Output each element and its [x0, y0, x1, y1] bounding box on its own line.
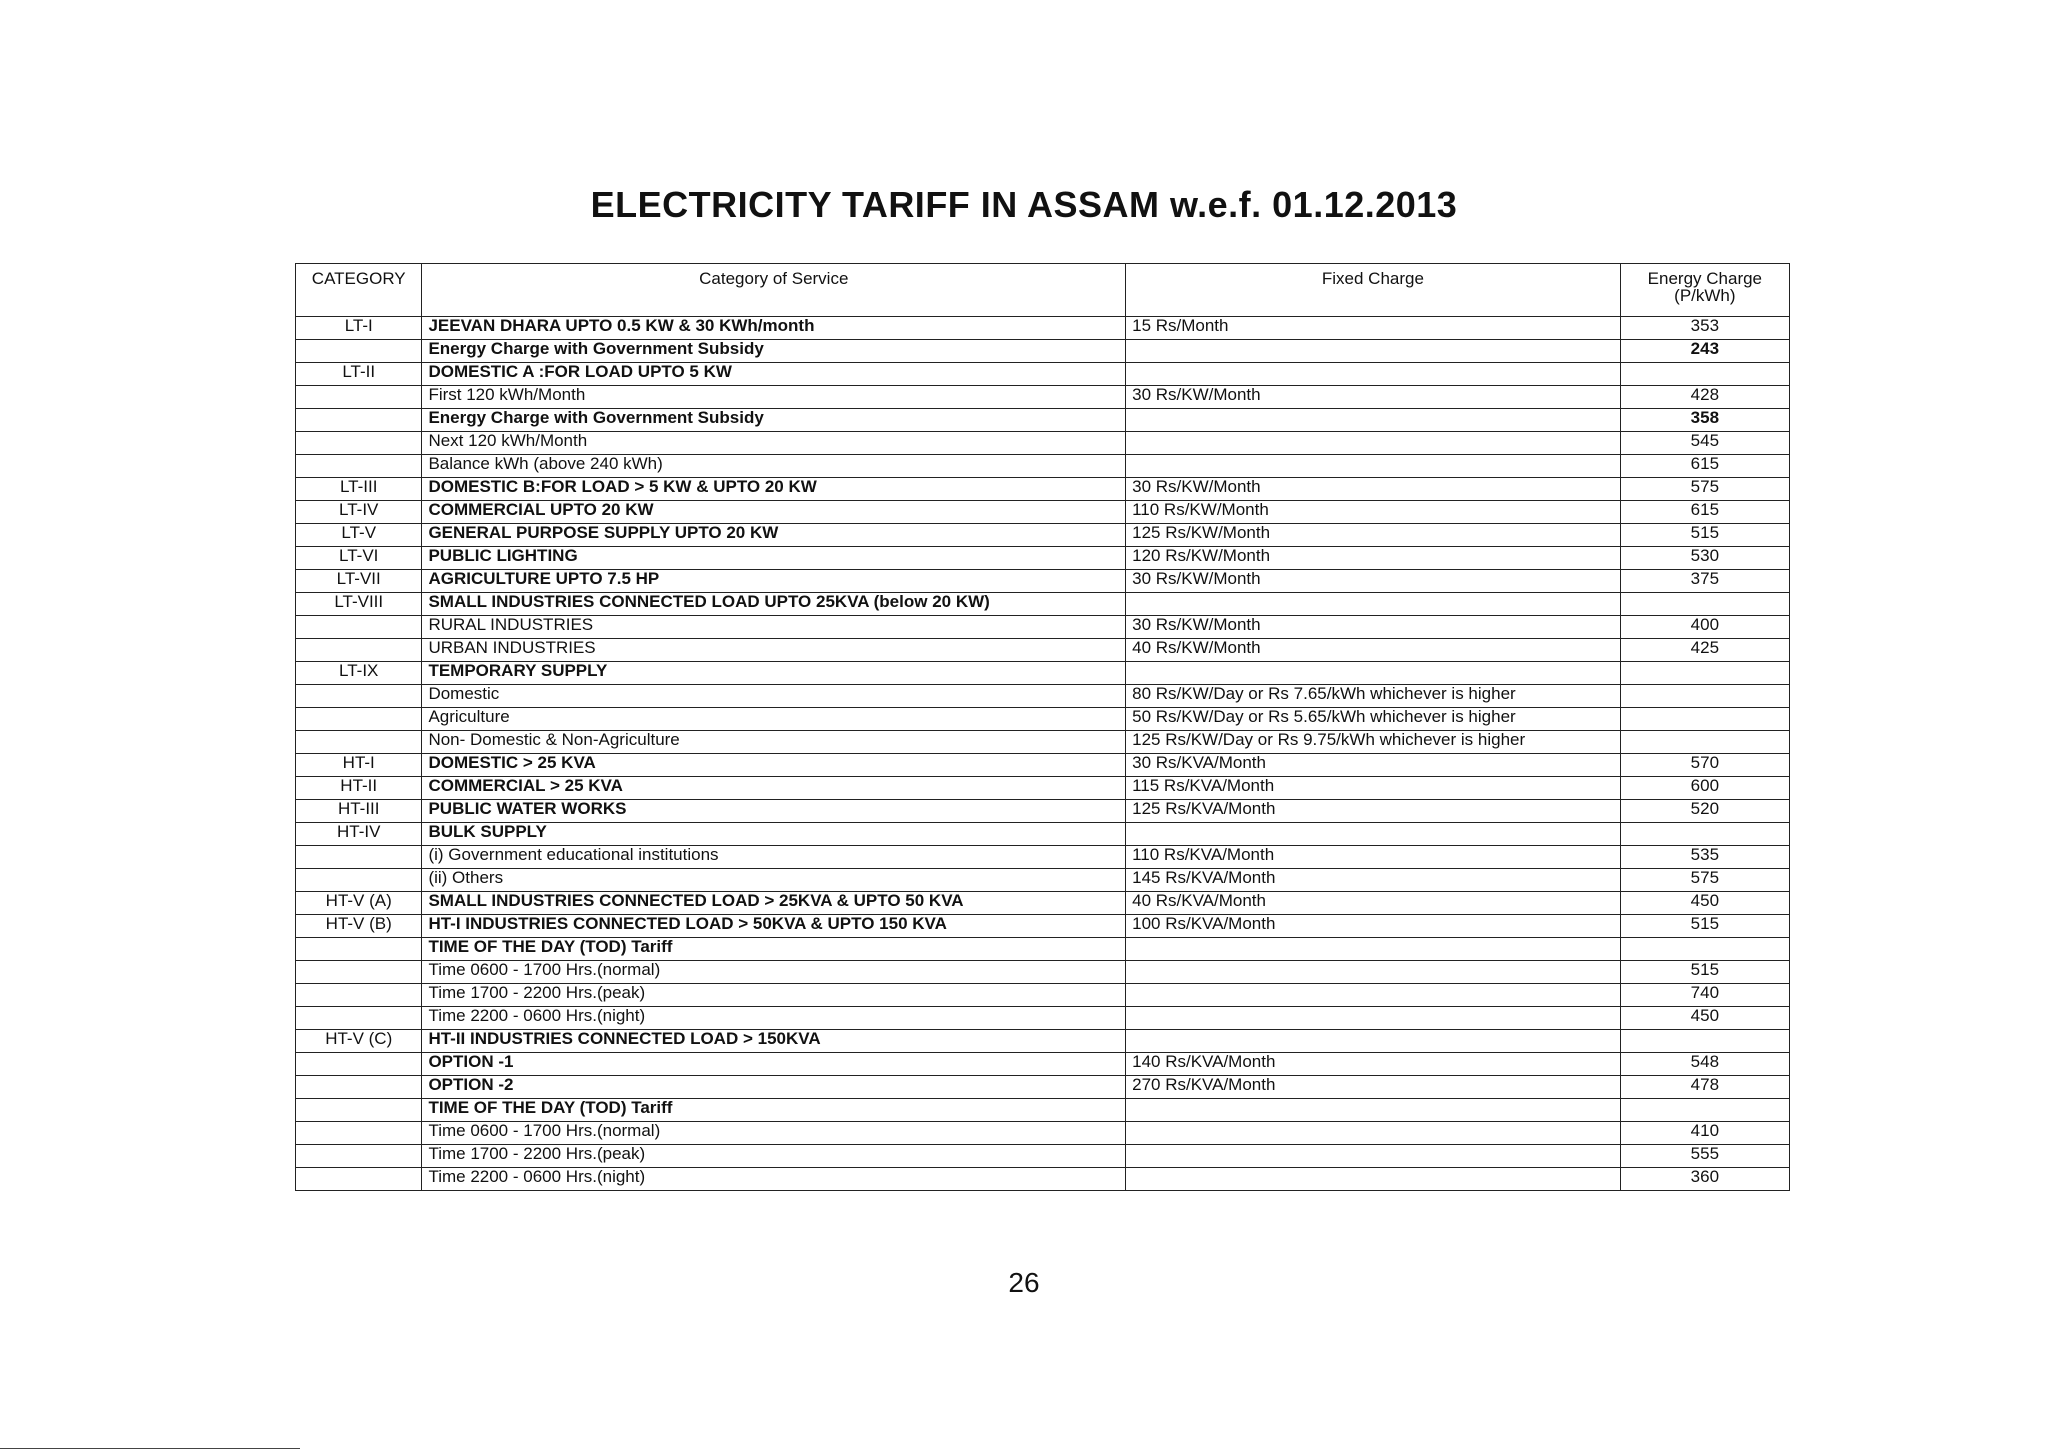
category-cell [296, 1145, 422, 1168]
service-cell: Time 0600 - 1700 Hrs.(normal) [422, 1122, 1126, 1145]
category-cell [296, 409, 422, 432]
fixed-charge-cell [1126, 455, 1621, 478]
table-row [296, 478, 1790, 501]
category-cell: LT-V [296, 524, 422, 547]
energy-charge-cell: 450 [1620, 892, 1789, 915]
category-cell: LT-VI [296, 547, 422, 570]
service-cell: DOMESTIC > 25 KVA [422, 754, 1126, 777]
category-cell [296, 1122, 422, 1145]
service-cell: Time 1700 - 2200 Hrs.(peak) [422, 984, 1126, 1007]
category-cell: LT-I [296, 317, 422, 340]
energy-charge-cell: 400 [1620, 616, 1789, 639]
table-row [296, 570, 1790, 593]
fixed-charge-cell: 30 Rs/KW/Month [1126, 570, 1621, 593]
category-cell [296, 961, 422, 984]
fixed-charge-cell: 125 Rs/KW/Month [1126, 524, 1621, 547]
energy-charge-cell [1620, 731, 1789, 754]
page-number: 26 [1008, 1267, 1040, 1298]
service-cell: TEMPORARY SUPPLY [422, 662, 1126, 685]
fixed-charge-cell: 270 Rs/KVA/Month [1126, 1076, 1621, 1099]
service-cell: SMALL INDUSTRIES CONNECTED LOAD > 25KVA & UPTO 50 KVA [422, 892, 1126, 915]
category-cell: HT-V (C) [296, 1030, 422, 1053]
header-category: CATEGORY [296, 264, 422, 317]
fixed-charge-cell: 40 Rs/KVA/Month [1126, 892, 1621, 915]
energy-charge-cell [1620, 1030, 1789, 1053]
category-cell: HT-V (B) [296, 915, 422, 938]
category-cell: HT-III [296, 800, 422, 823]
table-row [296, 524, 1790, 547]
fixed-charge-cell [1126, 1030, 1621, 1053]
table-body [296, 317, 1790, 1191]
service-cell: TIME OF THE DAY (TOD) Tariff [422, 938, 1126, 961]
fixed-charge-cell: 30 Rs/KW/Month [1126, 616, 1621, 639]
fixed-charge-cell: 50 Rs/KW/Day or Rs 5.65/kWh whichever is higher [1126, 708, 1621, 731]
category-cell [296, 386, 422, 409]
fixed-charge-cell [1126, 1122, 1621, 1145]
energy-charge-cell [1620, 363, 1789, 386]
energy-charge-cell [1620, 708, 1789, 731]
service-cell: BULK SUPPLY [422, 823, 1126, 846]
fixed-charge-cell [1126, 984, 1621, 1007]
energy-charge-cell: 360 [1620, 1168, 1789, 1191]
service-cell: PUBLIC WATER WORKS [422, 800, 1126, 823]
energy-charge-cell [1620, 662, 1789, 685]
table-row [296, 915, 1790, 938]
category-cell [296, 432, 422, 455]
table-row [296, 1053, 1790, 1076]
fixed-charge-cell [1126, 1099, 1621, 1122]
category-cell: HT-V (A) [296, 892, 422, 915]
tariff-table [295, 263, 1790, 1191]
service-cell: OPTION -1 [422, 1053, 1126, 1076]
fixed-charge-cell [1126, 432, 1621, 455]
energy-charge-cell: 548 [1620, 1053, 1789, 1076]
fixed-charge-cell: 100 Rs/KVA/Month [1126, 915, 1621, 938]
service-cell: Time 2200 - 0600 Hrs.(night) [422, 1168, 1126, 1191]
energy-charge-cell: 530 [1620, 547, 1789, 570]
fixed-charge-cell [1126, 409, 1621, 432]
fixed-charge-cell: 40 Rs/KW/Month [1126, 639, 1621, 662]
category-cell: LT-IV [296, 501, 422, 524]
table-row [296, 317, 1790, 340]
service-cell: RURAL INDUSTRIES [422, 616, 1126, 639]
service-cell: Time 1700 - 2200 Hrs.(peak) [422, 1145, 1126, 1168]
energy-charge-cell: 600 [1620, 777, 1789, 800]
fixed-charge-cell: 30 Rs/KW/Month [1126, 478, 1621, 501]
category-cell: HT-IV [296, 823, 422, 846]
category-cell [296, 708, 422, 731]
category-cell [296, 1168, 422, 1191]
table-row [296, 731, 1790, 754]
energy-charge-cell: 615 [1620, 501, 1789, 524]
fixed-charge-cell: 110 Rs/KW/Month [1126, 501, 1621, 524]
service-cell: Energy Charge with Government Subsidy [422, 340, 1126, 363]
fixed-charge-cell [1126, 662, 1621, 685]
table-row [296, 1030, 1790, 1053]
table-header [296, 264, 1790, 317]
energy-charge-cell: 428 [1620, 386, 1789, 409]
category-cell [296, 1053, 422, 1076]
table-row [296, 869, 1790, 892]
energy-charge-cell: 425 [1620, 639, 1789, 662]
table-row [296, 754, 1790, 777]
service-cell: DOMESTIC B:FOR LOAD > 5 KW & UPTO 20 KW [422, 478, 1126, 501]
table-row [296, 938, 1790, 961]
page-title: ELECTRICITY TARIFF IN ASSAM w.e.f. 01.12.2013 [590, 184, 1458, 225]
service-cell: SMALL INDUSTRIES CONNECTED LOAD UPTO 25KVA (below 20 KW) [422, 593, 1126, 616]
fixed-charge-cell: 30 Rs/KW/Month [1126, 386, 1621, 409]
service-cell: Time 0600 - 1700 Hrs.(normal) [422, 961, 1126, 984]
table-row [296, 1145, 1790, 1168]
fixed-charge-cell: 145 Rs/KVA/Month [1126, 869, 1621, 892]
energy-charge-cell [1620, 1099, 1789, 1122]
energy-charge-cell: 515 [1620, 915, 1789, 938]
table-row [296, 455, 1790, 478]
table-row [296, 639, 1790, 662]
category-cell [296, 984, 422, 1007]
category-cell [296, 685, 422, 708]
service-cell: JEEVAN DHARA UPTO 0.5 KW & 30 KWh/month [422, 317, 1126, 340]
energy-charge-cell: 570 [1620, 754, 1789, 777]
fixed-charge-cell [1126, 1007, 1621, 1030]
energy-charge-cell: 575 [1620, 478, 1789, 501]
energy-charge-cell: 243 [1620, 340, 1789, 363]
energy-charge-cell [1620, 593, 1789, 616]
table-row [296, 340, 1790, 363]
energy-charge-cell: 478 [1620, 1076, 1789, 1099]
table-row [296, 409, 1790, 432]
fixed-charge-cell: 125 Rs/KW/Day or Rs 9.75/kWh whichever is higher [1126, 731, 1621, 754]
fixed-charge-cell: 115 Rs/KVA/Month [1126, 777, 1621, 800]
service-cell: First 120 kWh/Month [422, 386, 1126, 409]
service-cell: PUBLIC LIGHTING [422, 547, 1126, 570]
table-row [296, 1007, 1790, 1030]
table-row [296, 892, 1790, 915]
table-row [296, 685, 1790, 708]
energy-charge-cell: 353 [1620, 317, 1789, 340]
tariff-table-container [295, 263, 1790, 1191]
fixed-charge-cell [1126, 593, 1621, 616]
table-row [296, 1099, 1790, 1122]
fixed-charge-cell [1126, 823, 1621, 846]
service-cell: COMMERCIAL UPTO 20 KW [422, 501, 1126, 524]
category-cell [296, 340, 422, 363]
energy-charge-cell: 358 [1620, 409, 1789, 432]
category-cell [296, 869, 422, 892]
energy-charge-cell [1620, 685, 1789, 708]
category-cell: LT-II [296, 363, 422, 386]
fixed-charge-cell: 140 Rs/KVA/Month [1126, 1053, 1621, 1076]
table-row [296, 593, 1790, 616]
service-cell: Agriculture [422, 708, 1126, 731]
fixed-charge-cell [1126, 340, 1621, 363]
header-row [296, 264, 1790, 317]
category-cell: LT-VIII [296, 593, 422, 616]
category-cell [296, 455, 422, 478]
category-cell [296, 938, 422, 961]
energy-charge-cell: 375 [1620, 570, 1789, 593]
service-cell: Non- Domestic & Non-Agriculture [422, 731, 1126, 754]
header-energy-charge: Energy Charge (P/kWh) [1620, 264, 1789, 317]
energy-charge-cell: 520 [1620, 800, 1789, 823]
category-cell [296, 616, 422, 639]
category-cell [296, 1007, 422, 1030]
table-row [296, 823, 1790, 846]
table-row [296, 547, 1790, 570]
energy-charge-cell: 410 [1620, 1122, 1789, 1145]
service-cell: OPTION -2 [422, 1076, 1126, 1099]
service-cell: Time 2200 - 0600 Hrs.(night) [422, 1007, 1126, 1030]
table-row [296, 846, 1790, 869]
table-row [296, 1122, 1790, 1145]
fixed-charge-cell: 120 Rs/KW/Month [1126, 547, 1621, 570]
service-cell: GENERAL PURPOSE SUPPLY UPTO 20 KW [422, 524, 1126, 547]
table-row [296, 961, 1790, 984]
fixed-charge-cell: 110 Rs/KVA/Month [1126, 846, 1621, 869]
table-row [296, 363, 1790, 386]
service-cell: AGRICULTURE UPTO 7.5 HP [422, 570, 1126, 593]
category-cell [296, 1099, 422, 1122]
service-cell: (i) Government educational institutions [422, 846, 1126, 869]
header-service: Category of Service [422, 264, 1126, 317]
category-cell: LT-VII [296, 570, 422, 593]
table-row [296, 616, 1790, 639]
service-cell: Energy Charge with Government Subsidy [422, 409, 1126, 432]
fixed-charge-cell [1126, 363, 1621, 386]
energy-charge-cell: 555 [1620, 1145, 1789, 1168]
service-cell: COMMERCIAL > 25 KVA [422, 777, 1126, 800]
table-row [296, 1168, 1790, 1191]
category-cell: HT-I [296, 754, 422, 777]
service-cell: HT-I INDUSTRIES CONNECTED LOAD > 50KVA & UPTO 150 KVA [422, 915, 1126, 938]
table-row [296, 432, 1790, 455]
table-row [296, 777, 1790, 800]
service-cell: Next 120 kWh/Month [422, 432, 1126, 455]
category-cell: LT-III [296, 478, 422, 501]
table-row [296, 800, 1790, 823]
energy-charge-cell: 515 [1620, 524, 1789, 547]
scan-artifact-line [0, 1448, 300, 1449]
category-cell [296, 639, 422, 662]
service-cell: TIME OF THE DAY (TOD) Tariff [422, 1099, 1126, 1122]
category-cell: HT-II [296, 777, 422, 800]
energy-charge-cell [1620, 823, 1789, 846]
service-cell: DOMESTIC A :FOR LOAD UPTO 5 KW [422, 363, 1126, 386]
fixed-charge-cell: 30 Rs/KVA/Month [1126, 754, 1621, 777]
category-cell [296, 846, 422, 869]
category-cell [296, 731, 422, 754]
fixed-charge-cell: 125 Rs/KVA/Month [1126, 800, 1621, 823]
table-row [296, 708, 1790, 731]
fixed-charge-cell [1126, 961, 1621, 984]
table-row [296, 1076, 1790, 1099]
service-cell: Balance kWh (above 240 kWh) [422, 455, 1126, 478]
energy-charge-cell: 535 [1620, 846, 1789, 869]
energy-charge-cell: 515 [1620, 961, 1789, 984]
service-cell: Domestic [422, 685, 1126, 708]
category-cell: LT-IX [296, 662, 422, 685]
fixed-charge-cell [1126, 1145, 1621, 1168]
table-row [296, 386, 1790, 409]
energy-charge-cell: 450 [1620, 1007, 1789, 1030]
energy-charge-cell: 575 [1620, 869, 1789, 892]
service-cell: HT-II INDUSTRIES CONNECTED LOAD > 150KVA [422, 1030, 1126, 1053]
energy-charge-cell: 740 [1620, 984, 1789, 1007]
table-row [296, 984, 1790, 1007]
header-fixed-charge: Fixed Charge [1126, 264, 1621, 317]
fixed-charge-cell [1126, 1168, 1621, 1191]
fixed-charge-cell: 80 Rs/KW/Day or Rs 7.65/kWh whichever is higher [1126, 685, 1621, 708]
fixed-charge-cell [1126, 938, 1621, 961]
service-cell: URBAN INDUSTRIES [422, 639, 1126, 662]
energy-charge-cell: 545 [1620, 432, 1789, 455]
energy-charge-cell: 615 [1620, 455, 1789, 478]
service-cell: (ii) Others [422, 869, 1126, 892]
table-row [296, 501, 1790, 524]
energy-charge-cell [1620, 938, 1789, 961]
fixed-charge-cell: 15 Rs/Month [1126, 317, 1621, 340]
table-row [296, 662, 1790, 685]
category-cell [296, 1076, 422, 1099]
